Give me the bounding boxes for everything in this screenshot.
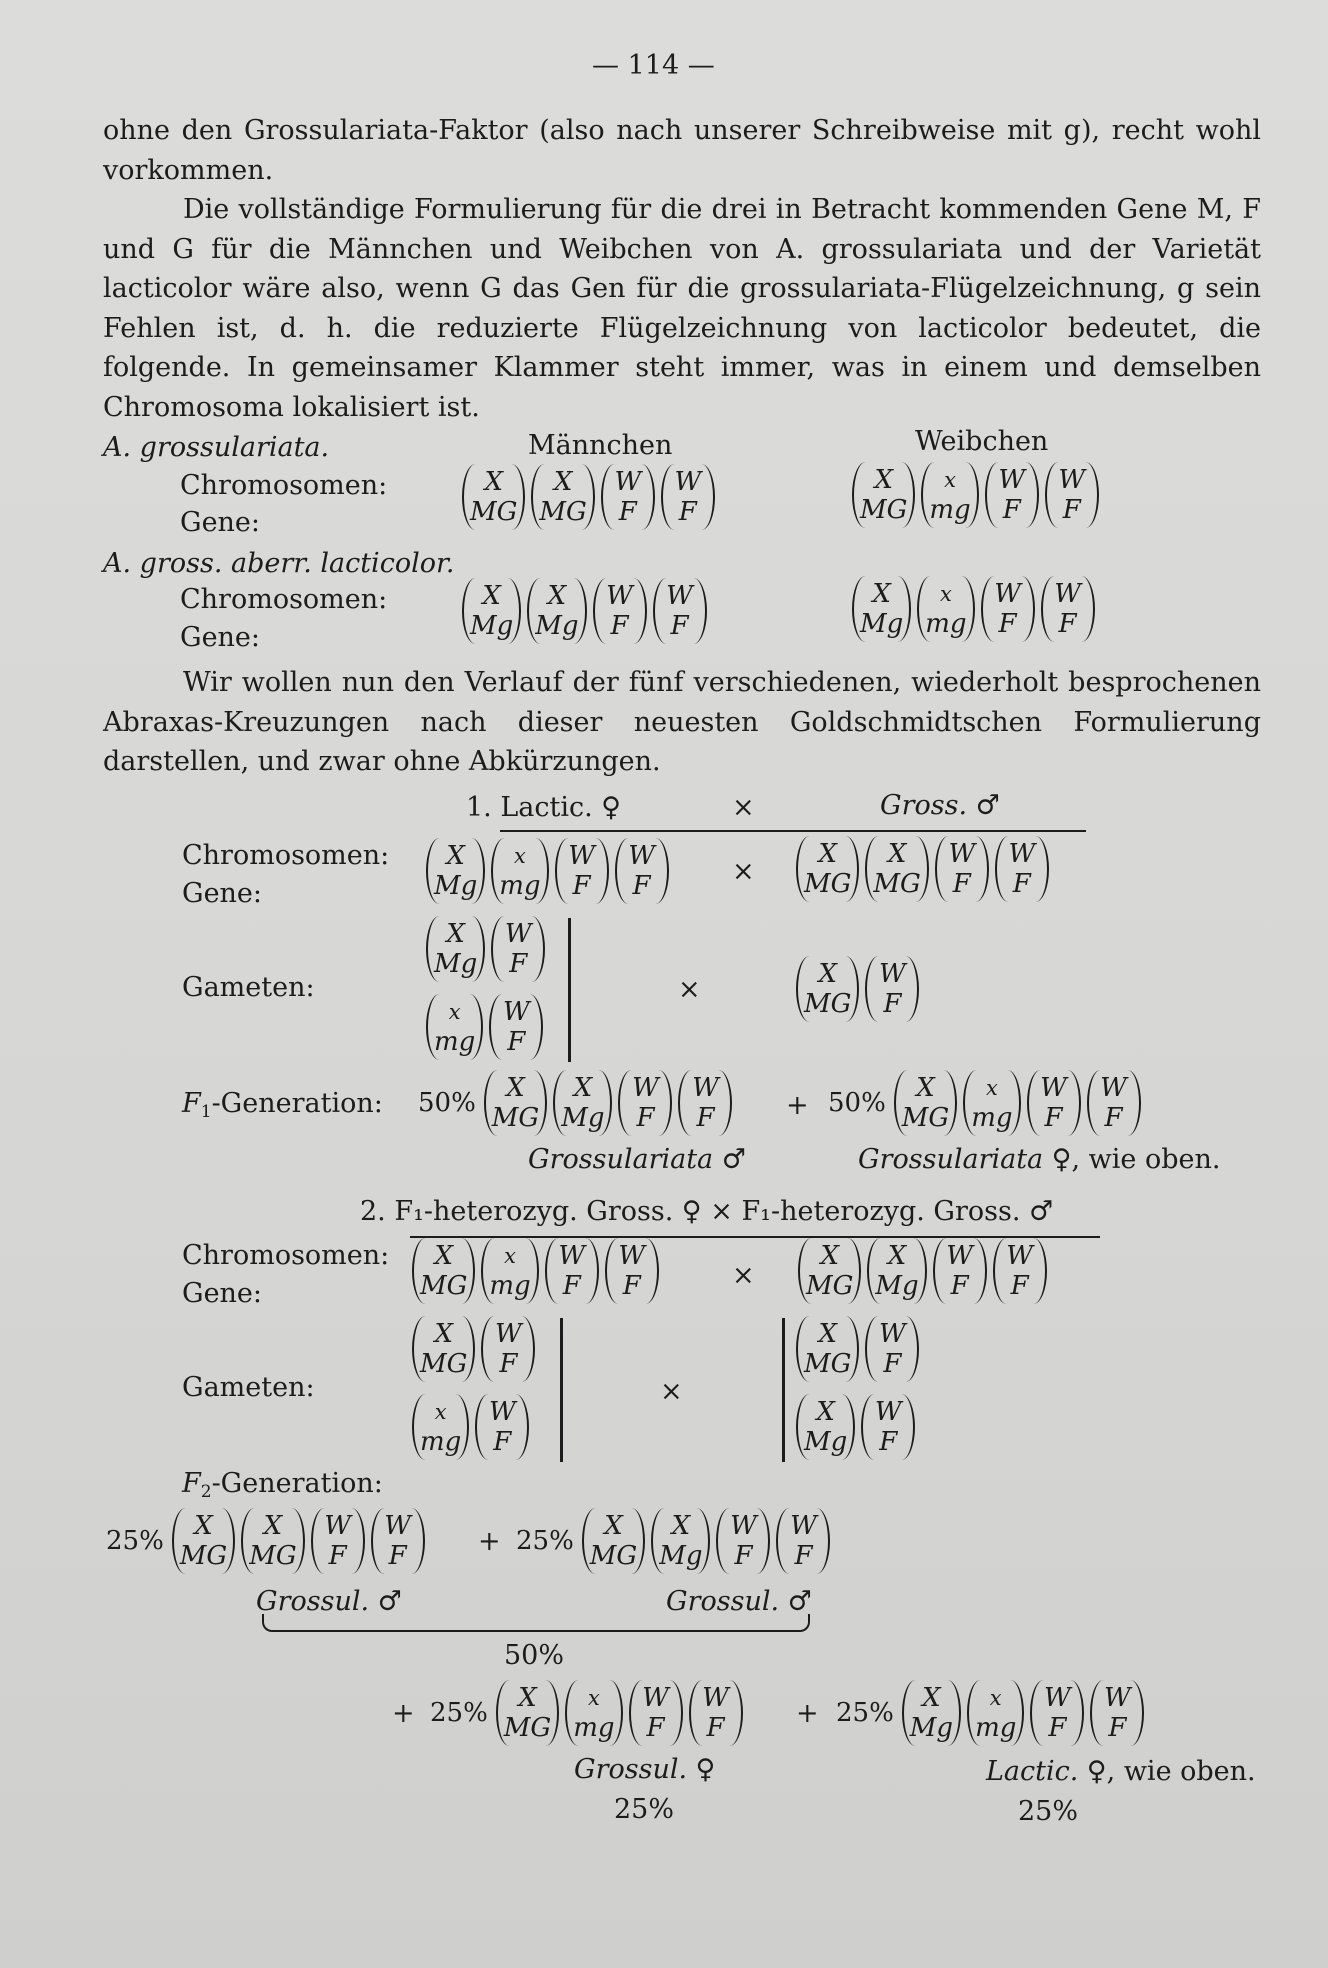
chromosome-matrix: x mg [967,1680,1024,1746]
chromosome-matrix: X MG [865,836,928,902]
f1-percentage: 50% [828,1088,886,1118]
cross2-parent-male [798,1238,1053,1304]
label-chromosomen: Chromosomen: [180,470,388,501]
genotype-grossulariata-female [852,462,1105,528]
f2-offspring-4 [836,1680,1150,1746]
genotype-lacticolor-female [852,576,1101,642]
chromosome-matrix: W F [593,578,647,644]
chromosome-matrix: X MG [241,1508,304,1574]
chromosome-matrix: W F [981,576,1035,642]
cross1-gamete-male [796,956,925,1022]
gamete-bracket [560,1318,563,1462]
chromosome-matrix: W F [555,838,609,904]
chromosome-matrix: W F [629,1680,683,1746]
f1-plus: + [786,1090,809,1121]
f2-percentage: 25% [430,1698,488,1728]
label-gene: Gene: [180,507,261,538]
chromosome-matrix: X MG [172,1508,235,1574]
chromosome-matrix: W F [995,836,1049,902]
chromosome-matrix: W F [678,1070,732,1136]
chromosome-matrix: X Mg [426,838,485,904]
cross2-parent-female [412,1238,665,1304]
female-header: Weibchen [915,426,1049,457]
f1-percentage: 50% [418,1088,476,1118]
chromosome-matrix: W F [481,1316,535,1382]
chromosome-matrix: X Mg [902,1680,961,1746]
chromosome-matrix: W F [776,1508,830,1574]
label-chromosomen: Chromosomen: [182,840,390,871]
paragraph-1-text: ohne den Grossulariata-Faktor (also nach unserer Schreibweise mit g), recht wohl vorkommen. [103,115,1261,186]
f1-offspring-female [828,1070,1147,1136]
f2-plus-2: + [392,1698,415,1729]
cross1-header-right: Gross. ♂ [880,790,1000,821]
cross2-gamete-male-1 [796,1316,925,1382]
chromosome-matrix: X Mg [651,1508,710,1574]
species-grossulariata: A. grossulariata. [103,432,330,463]
f2-offspring-2 [516,1508,836,1574]
label-gameten: Gameten: [182,972,315,1003]
cross1-parent-male [796,836,1055,902]
species-lacticolor: A. gross. aberr. lacticolor. [103,548,455,579]
chromosome-matrix: X Mg [553,1070,612,1136]
f2-plus-3: + [796,1698,819,1729]
f2-plus: + [478,1526,501,1557]
chromosome-matrix: W F [545,1238,599,1304]
label-gene: Gene: [180,622,261,653]
male-header: Männchen [528,430,673,461]
f2-caption-grossul-male-1: Grossul. ♂ [256,1586,402,1617]
f2-offspring-3 [430,1680,749,1746]
chromosome-matrix: x mg [565,1680,622,1746]
chromosome-matrix: W F [601,464,655,530]
f2-percentage: 25% [106,1526,164,1556]
paragraph-3-text: Wir wollen nun den Verlauf der fünf verschiedenen, wiederholt besprochenen Abraxas-Kreuzungen nach dieser neuesten Goldschmidtschen Formulierung darstellen, und zwar ohne Abkürzungen. [103,667,1261,777]
chromosome-matrix: X MG [796,1316,859,1382]
cross1-underline [500,830,1086,832]
paragraph-2-text: Die vollständige Formulierung für die drei in Betracht kommenden Gene M, F und G für die Männchen und Weibchen von A. grossulariata und der Varietät lacticolor wäre also, wenn G das Gen für die grossulariata-Flügelzeichnung, g sein Fehlen ist, d. h. die reduzierte Flügelzeichnung von lacticolor bedeutet, die folgende. In gemeinsamer Klammer steht immer, was in einem und demselben Chromosoma lokalisiert ist. [103,194,1261,423]
cross1-times: × [732,792,755,823]
chromosome-matrix: W F [935,836,989,902]
label-gene: Gene: [182,1278,263,1309]
chromosome-matrix: X Mg [852,576,911,642]
chromosome-matrix: W F [933,1238,987,1304]
chromosome-matrix: X MG [582,1508,645,1574]
chromosome-matrix: W F [371,1508,425,1574]
cross2-header: 2. F₁-heterozyg. Gross. ♀ × F₁-heterozyg. Gross. ♂ [360,1196,1054,1227]
label-chromosomen: Chromosomen: [182,1240,390,1271]
chromosome-matrix: W F [716,1508,770,1574]
chromosome-matrix: W F [861,1394,915,1460]
chromosome-matrix: W F [653,578,707,644]
label-chromosomen: Chromosomen: [180,584,388,615]
f1-caption-female: Grossulariata ♀, wie oben. [858,1144,1221,1175]
chromosome-matrix: X MG [484,1070,547,1136]
f2-total-percentage: 50% [504,1640,565,1671]
chromosome-matrix: W F [618,1070,672,1136]
page-number: — 114 — [592,50,715,81]
gamete-bracket [568,918,571,1062]
label-f2-generation: $F_2$-Generation: [182,1468,383,1502]
f2-percentage-grossul-female: 25% [614,1794,675,1825]
f1-caption-male: Grossulariata ♂ [528,1144,746,1175]
chromosome-matrix: W F [615,838,669,904]
chromosome-matrix: X Mg [796,1394,855,1460]
chromosome-matrix: W F [1030,1680,1084,1746]
f2-caption-lactic-female: Lactic. ♀, wie oben. [986,1756,1256,1787]
chromosome-matrix: W F [985,462,1039,528]
chromosome-matrix: X MG [852,462,915,528]
chromosome-matrix: x mg [921,462,978,528]
chromosome-matrix: X Mg [527,578,586,644]
genotype-lacticolor-male [462,578,713,644]
chromosome-matrix: W F [489,994,543,1060]
chromosome-matrix: X MG [412,1238,475,1304]
chromosome-matrix: X MG [462,464,525,530]
f1-offspring-male [418,1070,738,1136]
chromosome-matrix: W F [311,1508,365,1574]
chromosome-matrix: W F [475,1394,529,1460]
cross2-times: × [732,1260,755,1291]
chromosome-matrix: W F [1027,1070,1081,1136]
chromosome-matrix: x mg [481,1238,538,1304]
chromosome-matrix: W F [689,1680,743,1746]
chromosome-matrix: W F [1045,462,1099,528]
chromosome-matrix: W F [1087,1070,1141,1136]
chromosome-matrix: X MG [894,1070,957,1136]
f2-offspring-1 [106,1508,431,1574]
f2-caption-grossul-male-2: Grossul. ♂ [666,1586,812,1617]
f2-percentage: 25% [836,1698,894,1728]
chromosome-matrix: W F [605,1238,659,1304]
cross2-gamete-male-2 [796,1394,921,1460]
f2-percentage-lactic-female: 25% [1018,1796,1079,1827]
chromosome-matrix: X MG [796,956,859,1022]
chromosome-matrix: X MG [798,1238,861,1304]
label-gameten: Gameten: [182,1372,315,1403]
paragraph-2 [103,190,1261,427]
chromosome-matrix: W F [993,1238,1047,1304]
chromosome-matrix: X Mg [426,916,485,982]
cross1-gamete-female-2 [426,994,549,1060]
chromosome-matrix: X MG [531,464,594,530]
chromosome-matrix: x mg [412,1394,469,1460]
chromosome-matrix: W F [661,464,715,530]
chromosome-matrix: x mg [426,994,483,1060]
f2-sum-brace [262,1614,810,1632]
chromosome-matrix: X Mg [867,1238,926,1304]
label-f1-generation: $F_1$-Generation: [182,1088,383,1122]
cross1-header-left: 1. Lactic. ♀ [466,792,621,823]
f2-caption-grossul-female: Grossul. ♀ [574,1754,716,1785]
chromosome-matrix: W F [1041,576,1095,642]
chromosome-matrix: W F [865,1316,919,1382]
f2-percentage: 25% [516,1526,574,1556]
gamete-bracket [782,1318,785,1462]
cross1-times-3: × [678,974,701,1005]
cross2-gamete-female-2 [412,1394,535,1460]
cross2-times-2: × [660,1376,683,1407]
chromosome-matrix: X MG [496,1680,559,1746]
cross1-gamete-female-1 [426,916,551,982]
genotype-grossulariata-male [462,464,721,530]
chromosome-matrix: x mg [491,838,548,904]
cross2-gamete-female-1 [412,1316,541,1382]
chromosome-matrix: X Mg [462,578,521,644]
cross1-parent-female [426,838,675,904]
chromosome-matrix: X MG [412,1316,475,1382]
chromosome-matrix: x mg [917,576,974,642]
paragraph-3 [103,663,1261,782]
paragraph-1 [103,111,1261,190]
chromosome-matrix: W F [1090,1680,1144,1746]
chromosome-matrix: X MG [796,836,859,902]
chromosome-matrix: W F [865,956,919,1022]
cross1-times-2: × [732,856,755,887]
chromosome-matrix: W F [491,916,545,982]
label-gene: Gene: [182,878,263,909]
chromosome-matrix: x mg [963,1070,1020,1136]
